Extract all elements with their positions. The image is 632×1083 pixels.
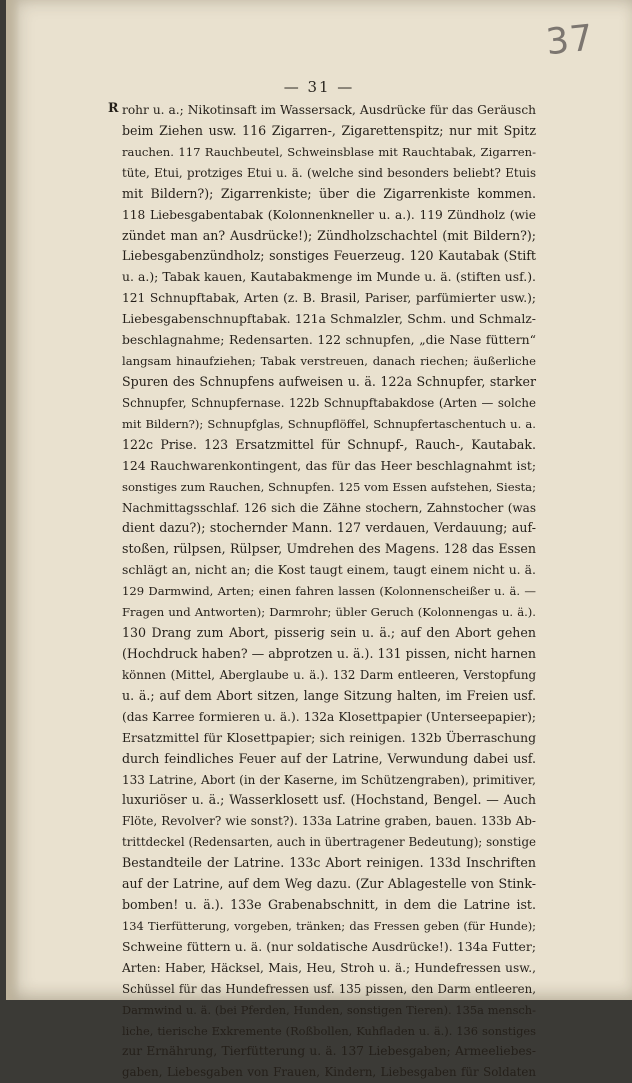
text-line: 124 Rauchwarenkontingent, das für das Heer beschlagnahmt ist; [122, 457, 536, 473]
text-line: liche, tierische Exkremente (Roßbollen, Kuhfladen u. ä.). 136 sonstiges [122, 1023, 536, 1038]
text-line: u. a.); Tabak kauen, Kautabakmenge im Munde u. ä. (stiften usf.). [122, 269, 536, 285]
text-line: zündet man an? Ausdrücke!); Zündholzschachtel (mit Bildern?); [122, 227, 536, 243]
text-line: 130 Drang zum Abort, pisserig sein u. ä.; auf den Abort gehen [122, 625, 536, 641]
text-line: rauchen. 117 Rauchbeutel, Schweinsblase mit Rauchtabak, Zigarren- [122, 144, 536, 159]
text-line: 121 Schnupftabak, Arten (z. B. Brasil, Pariser, parfümierter usw.); [122, 291, 536, 306]
text-line: Nachmittagsschlaf. 126 sich die Zähne stochern, Zahnstocher (was [122, 500, 536, 515]
text-line: bomben! u. ä.). 133e Grabenabschnitt, in dem die Latrine ist. [122, 897, 536, 913]
margin-marker: R [108, 100, 119, 115]
text-line: Schweine füttern u. ä. (nur soldatische Ausdrücke!). 134a Futter; [122, 938, 536, 954]
text-line: Darmwind u. ä. (bei Pferden, Hunden, sonstigen Tieren). 135a mensch- [122, 1002, 536, 1017]
text-line: Liebesgabenzündholz; sonstiges Feuerzeug. 120 Kautabak (Stift [122, 248, 536, 264]
text-line: mit Bildern?); Zigarrenkiste; über die Zigarrenkiste kommen. [122, 185, 536, 201]
text-line: (das Karree formieren u. ä.). 132a Klosettpapier (Unterseepapier); [122, 709, 536, 724]
text-line: schlägt an, nicht an; die Kost taugt einem, taugt einem nicht u. ä. [122, 562, 536, 578]
text-line: durch feindliches Feuer auf der Latrine, Verwundung dabei usf. [122, 750, 536, 766]
text-line: gaben, Liebesgaben von Frauen, Kindern, Liebesgaben für Soldaten [122, 1065, 536, 1080]
text-line: zur Ernährung, Tierfütterung u. ä. 137 Liebesgaben; Armeeliebes- [122, 1044, 536, 1059]
document-page [6, 0, 632, 1080]
text-line: Fragen und Antworten); Darmrohr; übler Geruch (Kolonnengas u. ä.). [122, 605, 536, 620]
text-line: 134 Tierfütterung, vorgeben, tränken; das Fressen geben (für Hunde); [122, 918, 536, 933]
page-edge-shadow [6, 0, 20, 1000]
text-line: trittdeckel (Redensarten, auch in übertragener Bedeutung); sonstige [122, 835, 536, 850]
text-line: Liebesgabenschnupftabak. 121a Schmalzler, Schm. und Schmalz- [122, 311, 536, 327]
text-line: 133 Latrine, Abort (in der Kaserne, im Schützengraben), primitiver, [122, 772, 536, 787]
text-line: Arten: Haber, Häcksel, Mais, Heu, Stroh u. ä.; Hundefressen usw., [122, 960, 536, 975]
text-line: dient dazu?); stochernder Mann. 127 verdauen, Verdauung; auf- [122, 520, 536, 536]
text-line: (Hochdruck haben? — abprotzen u. ä.). 131 pissen, nicht harnen [122, 645, 536, 661]
text-line: langsam hinaufziehen; Tabak verstreuen, danach riechen; äußerliche [122, 354, 536, 369]
text-line: Ersatzmittel für Klosettpapier; sich reinigen. 132b Überraschung [122, 729, 536, 745]
text-line: luxuriöser u. ä.; Wasserklosett usf. (Hochstand, Bengel. — Auch [122, 792, 536, 808]
text-line: mit Bildern?); Schnupfglas, Schnupflöffel, Schnupfertaschentuch u. a. [122, 416, 536, 431]
text-body [108, 100, 536, 1083]
text-line: 122c Prise. 123 Ersatzmittel für Schnupf-, Rauch-, Kautabak. [122, 436, 536, 452]
text-line: können (Mittel, Aberglaube u. ä.). 132 Darm entleeren, Verstopfung [122, 667, 536, 682]
text-line: Schüssel für das Hundefressen usf. 135 pissen, den Darm entleeren, [122, 981, 536, 996]
text-line: auf der Latrine, auf dem Weg dazu. (Zur Ablagestelle von Stink- [122, 876, 536, 892]
text-line: Spuren des Schnupfens aufweisen u. ä. 122a Schnupfer, starker [122, 373, 536, 389]
text-line: beim Ziehen usw. 116 Zigarren-, Zigarettenspitz; nur mit Spitz [122, 122, 536, 138]
page-number: — 31 — [283, 78, 355, 96]
text-line: Schnupfer, Schnupfernase. 122b Schnupftabakdose (Arten — solche [122, 395, 536, 410]
text-line: u. ä.; auf dem Abort sitzen, lange Sitzung halten, im Freien usf. [122, 687, 536, 703]
text-line: Flöte, Revolver? wie sonst?). 133a Latrine graben, bauen. 133b Ab- [122, 814, 536, 829]
text-line: 129 Darmwind, Arten; einen fahren lassen (Kolonnenscheißer u. ä. — [122, 584, 536, 599]
text-line: tüte, Etui, protziges Etui u. ä. (welche sind besonders beliebt? Etuis [122, 165, 536, 180]
handwritten-folio-number: 37 [544, 17, 597, 64]
text-line: sonstiges zum Rauchen, Schnupfen. 125 vom Essen aufstehen, Siesta; [122, 479, 536, 494]
text-line: Bestandteile der Latrine. 133c Abort reinigen. 133d Inschriften [122, 855, 536, 871]
text-line: stoßen, rülpsen, Rülpser, Umdrehen des Magens. 128 das Essen [122, 541, 536, 557]
text-line: rohr u. a.; Nikotinsaft im Wassersack, Ausdrücke für das Geräusch [122, 103, 536, 117]
text-line: beschlagnahme; Redensarten. 122 schnupfen, „die Nase füttern“ [122, 332, 536, 348]
text-line: 118 Liebesgabentabak (Kolonnenkneller u. a.). 119 Zündholz (wie [122, 207, 536, 222]
